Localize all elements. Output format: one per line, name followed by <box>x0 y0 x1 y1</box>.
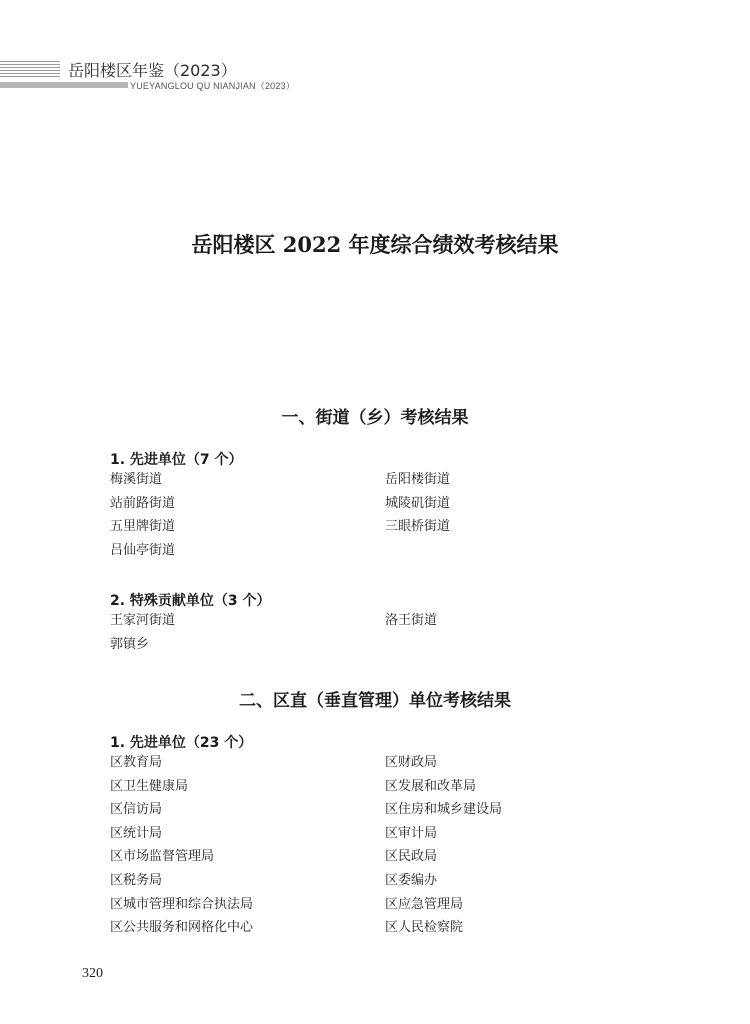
list-item: 区人民检察院 <box>385 920 464 936</box>
section-1-group-1-title: 1. 先进单位（7 个） <box>110 452 243 468</box>
list-item: 区应急管理局 <box>385 896 464 912</box>
running-header <box>0 58 750 94</box>
list-item: 区市场监督管理局 <box>110 849 215 865</box>
list-item: 王家河街道 <box>110 613 176 628</box>
section-1-group-1-list <box>110 469 650 563</box>
section-2-group-1-list <box>110 752 650 941</box>
list-item: 岳阳楼街道 <box>385 472 451 487</box>
section-2-title: 二、区直（垂直管理）单位考核结果 <box>239 691 511 711</box>
list-item: 区城市管理和综合执法局 <box>110 896 254 912</box>
list-item: 区卫生健康局 <box>110 778 189 794</box>
page-number: 320 <box>82 966 103 981</box>
header-title: 岳阳楼区年鉴（2023） <box>68 61 237 80</box>
list-item: 区教育局 <box>110 755 163 770</box>
list-item: 区信访局 <box>110 802 163 818</box>
header-subtitle: YUEYANGLOU QU NIANJIAN（2023） <box>130 81 295 91</box>
section-2-group-1-title: 1. 先进单位（23 个） <box>110 735 253 751</box>
list-item: 区公共服务和网格化中心 <box>110 920 254 936</box>
list-item: 三眼桥街道 <box>385 519 451 535</box>
list-item: 洛王街道 <box>385 613 438 628</box>
section-1-group-2-title: 2. 特殊贡献单位（3 个） <box>110 593 271 609</box>
list-item: 区审计局 <box>385 825 438 841</box>
list-item: 区税务局 <box>110 872 163 888</box>
list-item: 吕仙亭街道 <box>110 542 176 558</box>
list-item: 城陵矶街道 <box>385 495 451 511</box>
list-item: 站前路街道 <box>110 495 176 511</box>
list-item: 区统计局 <box>110 825 163 841</box>
list-item: 区委编办 <box>385 872 438 888</box>
list-item: 区财政局 <box>385 755 438 770</box>
section-1-group-2-list <box>110 610 650 657</box>
list-item: 梅溪街道 <box>110 472 163 487</box>
document-title: 岳阳楼区 2022 年度综合绩效考核结果 <box>191 232 559 257</box>
section-1-title: 一、街道（乡）考核结果 <box>281 408 469 428</box>
header-stripes <box>0 61 60 79</box>
header-bar <box>0 82 128 88</box>
list-item: 郭镇乡 <box>110 636 150 652</box>
list-item: 五里牌街道 <box>110 519 176 535</box>
list-item: 区发展和改革局 <box>385 778 477 794</box>
list-item: 区民政局 <box>385 849 438 865</box>
list-item: 区住房和城乡建设局 <box>385 802 503 818</box>
